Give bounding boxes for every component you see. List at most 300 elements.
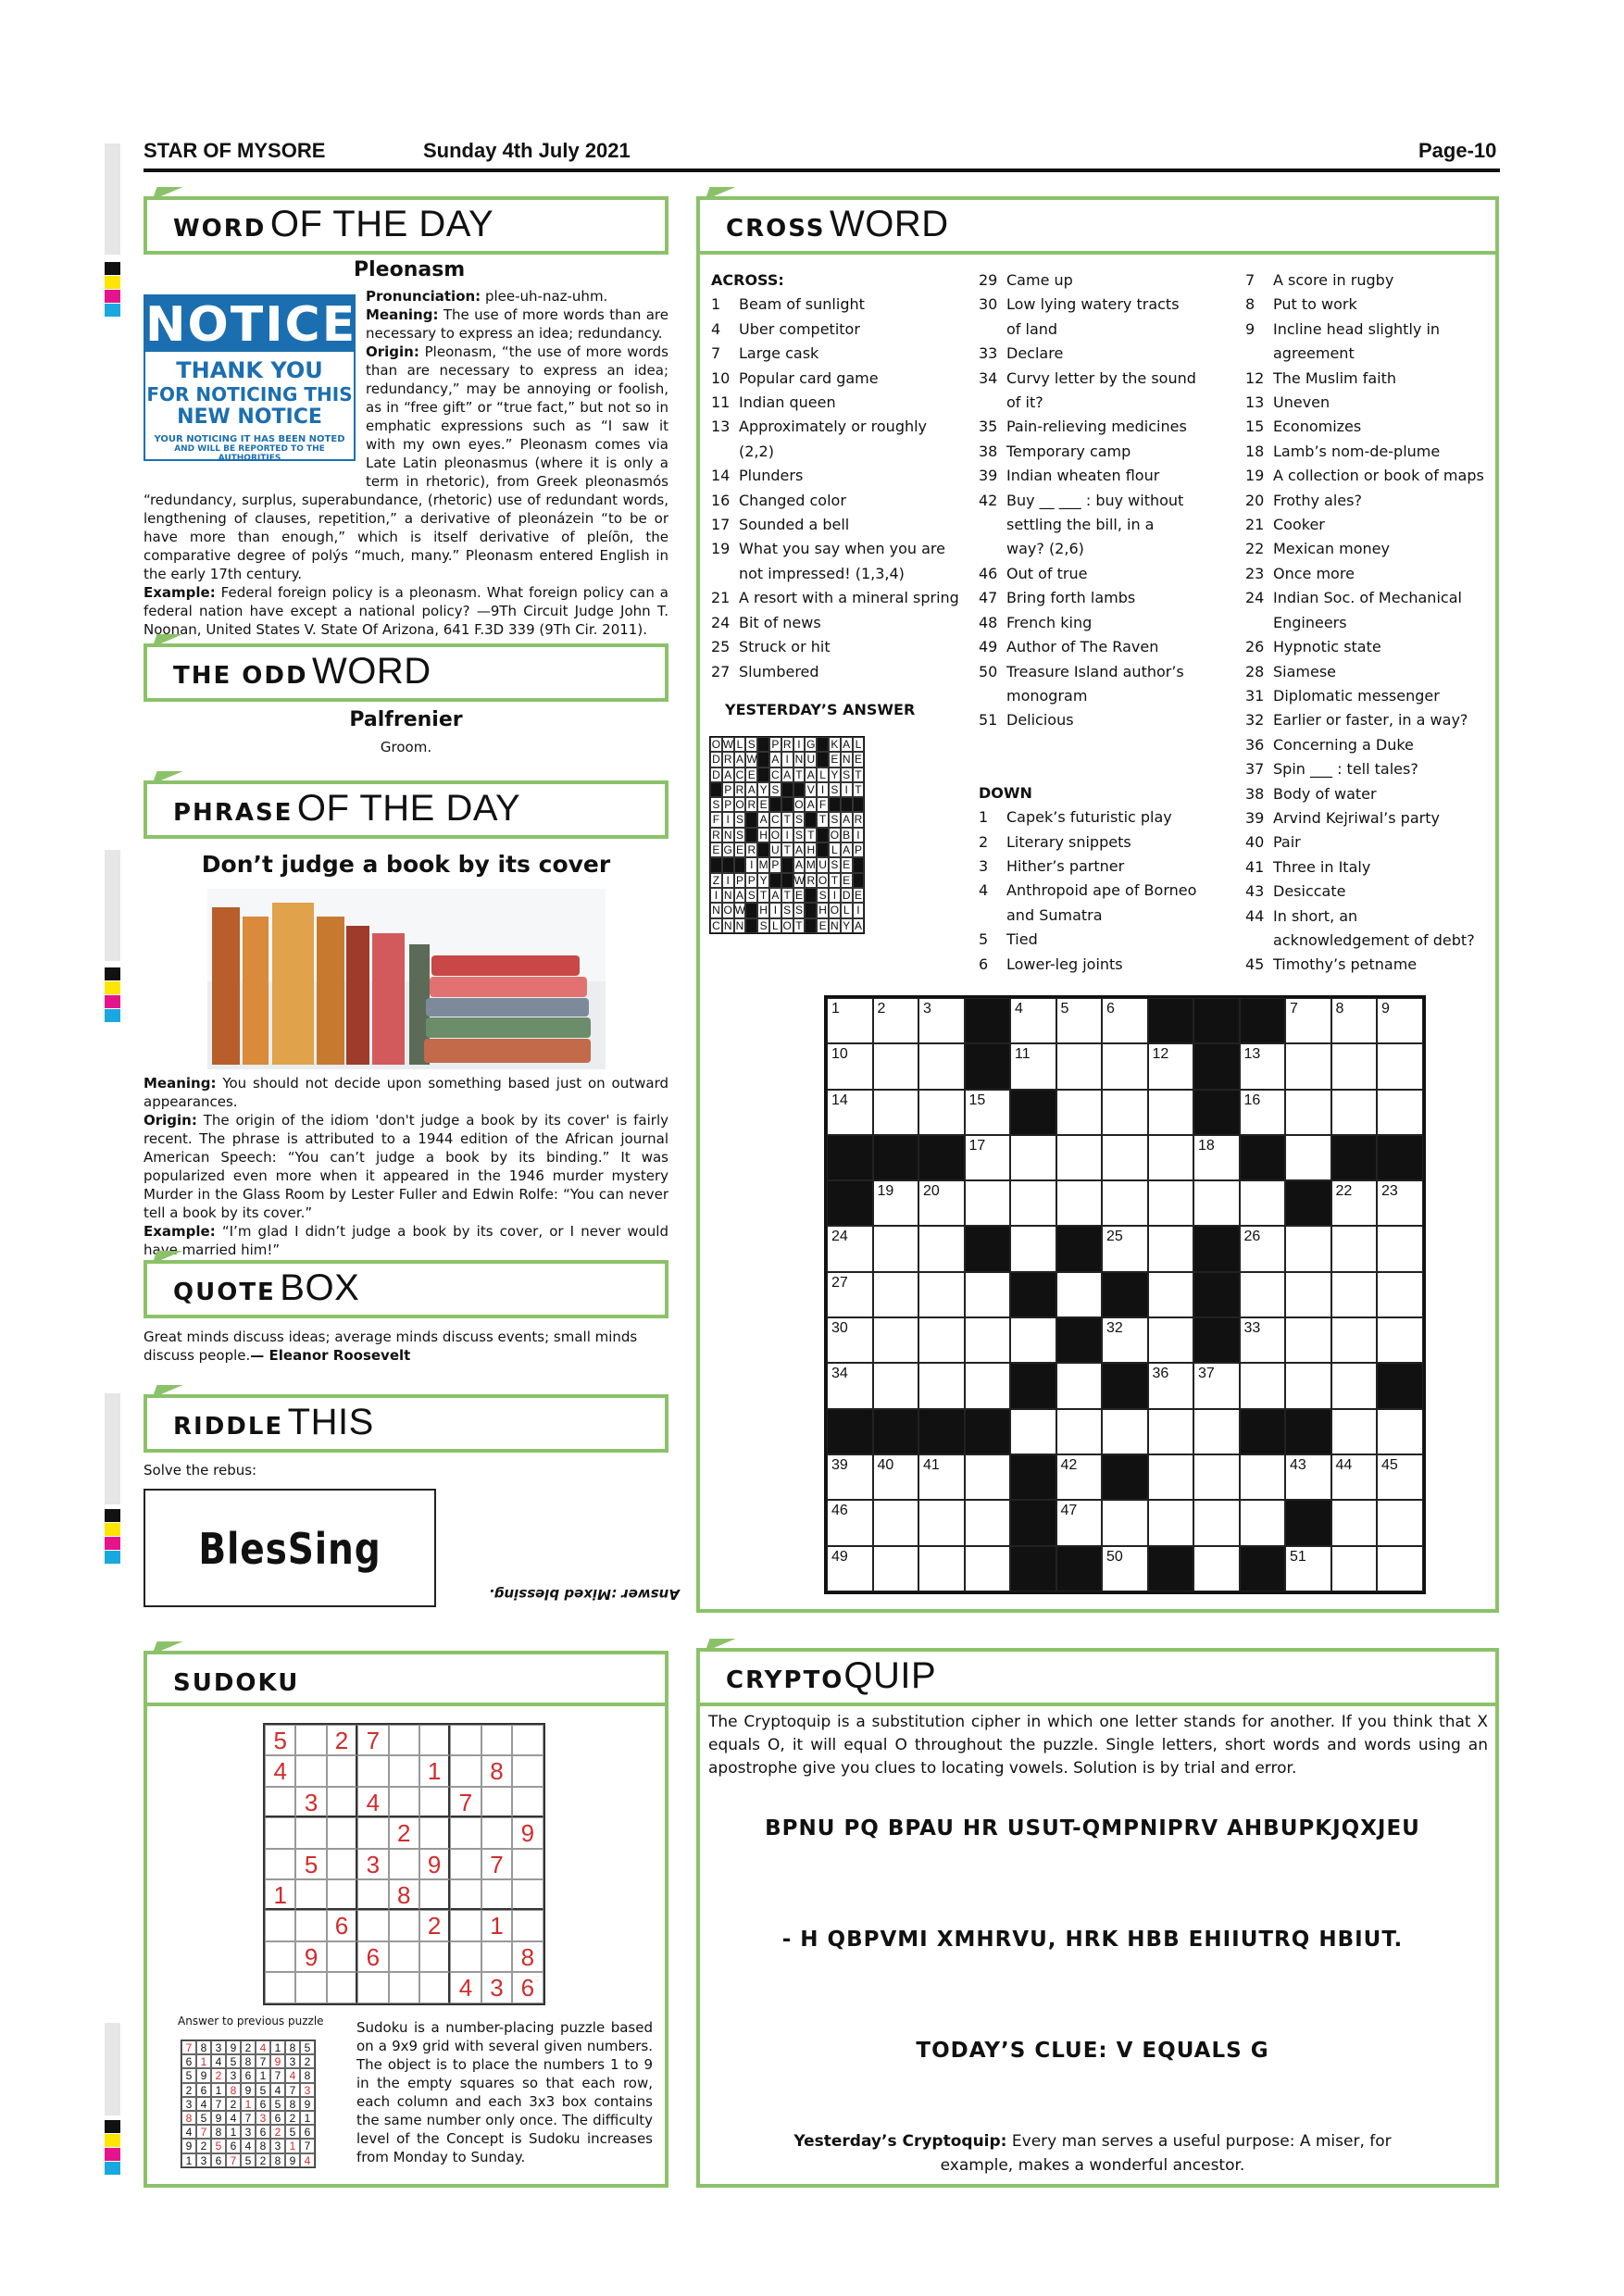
crossword-cell[interactable]: [1240, 1180, 1286, 1226]
crossword-cell[interactable]: [1148, 1272, 1194, 1317]
crossword-cell[interactable]: [1193, 1409, 1240, 1454]
clue-text: Literary snippets: [1006, 832, 1131, 851]
sudoku-empty-cell[interactable]: [327, 1787, 357, 1817]
sudoku-empty-cell[interactable]: [389, 1725, 419, 1755]
crossword-cell[interactable]: [918, 1043, 965, 1089]
clue-item: [1245, 268, 1484, 293]
clue-item: [711, 464, 959, 488]
sudoku-empty-cell[interactable]: [481, 1817, 512, 1848]
sudoku-given-cell: 6: [327, 1910, 357, 1940]
crossword-cell[interactable]: [1331, 1090, 1378, 1135]
crossword-block-cell: [918, 1409, 965, 1454]
answer-letter-cell: O: [782, 918, 792, 932]
crossword-cell[interactable]: [918, 1546, 965, 1591]
crossword-cell[interactable]: [965, 1363, 1011, 1408]
crossword-cell[interactable]: [1331, 1409, 1378, 1454]
sudoku-empty-cell[interactable]: [512, 1849, 543, 1879]
crossword-cell[interactable]: [1285, 1363, 1331, 1408]
crossword-cell[interactable]: [1377, 1090, 1423, 1135]
sudoku-empty-cell[interactable]: [327, 1849, 357, 1879]
sudoku-answer-cell: 4: [211, 2054, 226, 2068]
answer-block-cell: [745, 903, 757, 917]
crossword-cell[interactable]: [873, 1546, 919, 1591]
answer-letter-cell: D: [710, 767, 722, 782]
crossword-cell[interactable]: [1102, 1226, 1148, 1271]
answer-letter-cell: P: [769, 737, 781, 752]
sudoku-empty-cell[interactable]: [450, 1817, 481, 1848]
crossword-cell[interactable]: [1010, 1043, 1056, 1089]
cell-number: 2: [877, 1001, 886, 1017]
answer-block-cell: [710, 782, 722, 797]
sudoku-given-cell: 4: [357, 1787, 388, 1817]
sudoku-answer-cell: 9: [300, 2097, 315, 2111]
crossword-cell[interactable]: [1148, 1409, 1194, 1454]
crossword-cell[interactable]: [918, 1226, 965, 1271]
issue-date: Sunday 4th July 2021: [423, 139, 631, 162]
sudoku-empty-cell[interactable]: [357, 1817, 388, 1848]
answer-letter-cell: I: [745, 857, 757, 872]
yesterday-cryptoquip: [759, 2129, 1426, 2177]
sudoku-given-cell: 7: [357, 1725, 388, 1755]
crossword-cell[interactable]: [965, 1500, 1011, 1545]
crossword-cell[interactable]: [1377, 1272, 1423, 1317]
clue-text: Desiccate: [1273, 882, 1346, 901]
crossword-cell[interactable]: [1285, 1317, 1331, 1363]
clues-across-col2: [979, 268, 1196, 977]
crossword-cell[interactable]: [1285, 1135, 1331, 1180]
cell-number: 51: [1290, 1548, 1306, 1565]
sudoku-empty-cell[interactable]: [265, 1972, 295, 2003]
crossword-cell[interactable]: [1148, 1500, 1194, 1545]
sudoku-empty-cell[interactable]: [295, 1725, 326, 1755]
crossword-cell[interactable]: [873, 1272, 919, 1317]
sudoku-empty-cell[interactable]: [419, 1787, 450, 1817]
sudoku-empty-cell[interactable]: [512, 1879, 543, 1910]
answer-letter-cell: A: [793, 842, 806, 857]
rebus-box: [144, 1489, 436, 1607]
crossword-cell[interactable]: [1377, 1043, 1423, 1089]
answer-letter-cell: A: [853, 918, 865, 933]
clue-number: 1: [711, 295, 721, 314]
cell-number: 50: [1106, 1548, 1123, 1565]
clue-item: [1245, 537, 1484, 561]
crossword-cell[interactable]: [1056, 1272, 1103, 1317]
clue-number: 1: [979, 808, 989, 827]
crossword-cell[interactable]: [1056, 1043, 1103, 1089]
clue-text: Slumbered: [739, 662, 819, 680]
margin-gray-bar: [105, 2023, 120, 2115]
clue-item: [979, 879, 1196, 903]
sudoku-empty-cell[interactable]: [512, 1910, 543, 1940]
clue-number: 21: [711, 589, 731, 607]
sudoku-empty-cell[interactable]: [481, 1941, 512, 1972]
sudoku-answer-cell: 6: [181, 2054, 196, 2068]
sudoku-answer-cell: 7: [270, 2068, 285, 2082]
answer-letter-cell: L: [841, 903, 853, 917]
clue-text: Indian Soc. of Mechanical: [1273, 589, 1462, 607]
answer-letter-cell: S: [757, 918, 769, 933]
crossword-cell[interactable]: [1193, 1546, 1240, 1591]
clue-item: [711, 537, 959, 561]
crossword-cell[interactable]: [1010, 1135, 1056, 1180]
sudoku-answer-cell: 1: [270, 2040, 285, 2054]
sudoku-empty-cell[interactable]: [512, 1755, 543, 1786]
crossword-cell[interactable]: [918, 1090, 965, 1135]
crossword-cell[interactable]: [1193, 1363, 1240, 1408]
crossword-cell[interactable]: [873, 1090, 919, 1135]
clue-number: 27: [711, 662, 731, 680]
sudoku-answer-cell: 2: [196, 2139, 211, 2152]
sudoku-empty-cell[interactable]: [389, 1849, 419, 1879]
sudoku-empty-cell[interactable]: [419, 1972, 450, 2003]
crossword-cell[interactable]: [1240, 1090, 1286, 1135]
crossword-cell[interactable]: [1285, 1090, 1331, 1135]
crossword-cell[interactable]: [1010, 1409, 1056, 1454]
sudoku-empty-cell[interactable]: [327, 1941, 357, 1972]
answer-letter-cell: S: [734, 828, 746, 842]
crossword-cell[interactable]: [1331, 998, 1378, 1043]
answer-block-cell: [781, 782, 793, 797]
margin-gray-bar: [105, 144, 120, 255]
crossword-cell[interactable]: [1377, 1180, 1423, 1226]
crossword-cell[interactable]: [1331, 1546, 1378, 1591]
crossword-cell[interactable]: [1148, 1090, 1194, 1135]
sudoku-empty-cell[interactable]: [295, 1817, 326, 1848]
crossword-cell[interactable]: [965, 1180, 1011, 1226]
crossword-block-cell: [1056, 1317, 1103, 1363]
crossword-cell[interactable]: [1102, 1135, 1148, 1180]
answer-letter-cell: H: [817, 903, 829, 917]
crossword-cell[interactable]: [1148, 1317, 1194, 1363]
crossword-cell[interactable]: [1331, 1500, 1378, 1545]
answer-letter-cell: T: [829, 873, 841, 888]
crossword-cell[interactable]: [1102, 998, 1148, 1043]
clue-number: 35: [979, 418, 998, 436]
sudoku-answer-cell: 8: [241, 2054, 256, 2068]
clue-number: 4: [979, 881, 989, 900]
crossword-cell[interactable]: [1148, 1043, 1194, 1089]
crossword-cell[interactable]: [827, 1226, 873, 1271]
crossword-cell[interactable]: [1240, 1454, 1286, 1500]
crossword-cell[interactable]: [1331, 1363, 1378, 1408]
yesterday-answer-heading: YESTERDAY’S ANSWER: [725, 701, 916, 718]
crossword-cell[interactable]: [918, 1180, 965, 1226]
crossword-cell[interactable]: [1193, 1454, 1240, 1500]
crossword-cell[interactable]: [918, 1500, 965, 1545]
sudoku-empty-cell[interactable]: [357, 1972, 388, 2003]
crossword-cell[interactable]: [873, 1226, 919, 1271]
crossword-cell[interactable]: [1102, 1090, 1148, 1135]
sudoku-empty-cell[interactable]: [450, 1849, 481, 1879]
crossword-cell[interactable]: [1148, 1135, 1194, 1180]
crossword-cell[interactable]: [827, 1043, 873, 1089]
crossword-cell[interactable]: [965, 1454, 1011, 1500]
crossword-cell[interactable]: [1331, 1226, 1378, 1271]
crossword-cell[interactable]: [1193, 1180, 1240, 1226]
cell-number: 26: [1243, 1229, 1261, 1245]
clue-number: 31: [1245, 686, 1265, 705]
crossword-block-cell: [918, 1135, 965, 1180]
crossword-cell[interactable]: [918, 1454, 965, 1500]
cell-number: 15: [968, 1092, 986, 1108]
sudoku-empty-cell[interactable]: [450, 1910, 481, 1940]
answer-letter-cell: O: [830, 904, 840, 917]
crossword-cell[interactable]: [918, 1363, 965, 1408]
sudoku-empty-cell[interactable]: [389, 1941, 419, 1972]
sudoku-empty-cell[interactable]: [419, 1817, 450, 1848]
crossword-cell[interactable]: [918, 1317, 965, 1363]
clue-text: Mexican money: [1273, 540, 1390, 558]
sudoku-empty-cell[interactable]: [481, 1725, 512, 1755]
crossword-cell[interactable]: [1240, 1043, 1286, 1089]
crossword-cell[interactable]: [1056, 1409, 1103, 1454]
sudoku-empty-cell[interactable]: [389, 1755, 419, 1786]
answer-letter-cell: M: [806, 858, 816, 872]
crossword-cell[interactable]: [965, 1546, 1011, 1591]
crossword-cell[interactable]: [1377, 1317, 1423, 1363]
sudoku-empty-cell[interactable]: [295, 1879, 326, 1910]
crossword-cell[interactable]: [1010, 1317, 1056, 1363]
crossword-cell[interactable]: [827, 1090, 873, 1135]
clue-item: [979, 708, 1196, 732]
clue-text: (2,2): [739, 442, 774, 460]
crossword-cell[interactable]: [1331, 1272, 1378, 1317]
sudoku-given-cell: 8: [512, 1941, 543, 1972]
clue-item: [1245, 513, 1484, 537]
clue-number: 10: [711, 368, 731, 387]
crossword-cell[interactable]: [1056, 1180, 1103, 1226]
clue-text: Tied: [1006, 930, 1038, 949]
sudoku-empty-cell[interactable]: [295, 1972, 326, 2003]
sudoku-answer-cell: 9: [241, 2083, 256, 2097]
crossword-cell[interactable]: [1240, 1272, 1286, 1317]
crossword-cell[interactable]: [1285, 1454, 1331, 1500]
crossword-cell[interactable]: [1102, 1043, 1148, 1089]
crossword-cell[interactable]: [918, 998, 965, 1043]
crossword-cell[interactable]: [1056, 1454, 1103, 1500]
crossword-cell[interactable]: [1331, 1317, 1378, 1363]
sudoku-given-cell: 5: [295, 1849, 326, 1879]
sudoku-empty-cell[interactable]: [327, 1755, 357, 1786]
sudoku-empty-cell[interactable]: [295, 1910, 326, 1940]
sudoku-empty-cell[interactable]: [389, 1972, 419, 2003]
crossword-cell[interactable]: [1331, 1454, 1378, 1500]
clue-number: 16: [711, 491, 731, 509]
crossword-cell[interactable]: [1102, 1317, 1148, 1363]
sudoku-empty-cell[interactable]: [389, 1910, 419, 1940]
crossword-cell[interactable]: [873, 1180, 919, 1226]
sudoku-empty-cell[interactable]: [481, 1879, 512, 1910]
crossword-cell[interactable]: [1331, 1180, 1378, 1226]
clue-text: Curvy letter by the sound: [1006, 368, 1196, 387]
crossword-cell[interactable]: [1102, 1180, 1148, 1226]
cell-number: 36: [1152, 1366, 1169, 1382]
crossword-cell[interactable]: [1056, 998, 1103, 1043]
sudoku-empty-cell[interactable]: [265, 1849, 295, 1879]
answer-letter-cell: R: [745, 842, 757, 857]
cell-number: 9: [1381, 1001, 1390, 1017]
clue-number: 51: [979, 711, 998, 730]
sudoku-empty-cell[interactable]: [481, 1787, 512, 1817]
answer-letter-cell: N: [734, 918, 746, 933]
clue-number: 42: [979, 491, 998, 509]
answer-letter-cell: A: [757, 812, 769, 827]
crossword-cell[interactable]: [965, 1135, 1011, 1180]
crossword-cell[interactable]: [1240, 1226, 1286, 1271]
sudoku-empty-cell[interactable]: [450, 1941, 481, 1972]
sudoku-answer-cell: 2: [241, 2040, 256, 2054]
crossword-header: [696, 196, 1499, 255]
crossword-cell[interactable]: [827, 1454, 873, 1500]
sudoku-answer-cell: 4: [285, 2068, 300, 2082]
section-title-small: SUDOKU: [173, 1669, 300, 1697]
sudoku-answer-cell: 3: [241, 2125, 256, 2139]
clue-text: Approximately or roughly: [739, 418, 928, 436]
crossword-cell[interactable]: [1102, 1546, 1148, 1591]
sudoku-empty-cell[interactable]: [295, 1755, 326, 1786]
answer-block-cell: [710, 857, 722, 872]
clue-item: [1245, 782, 1484, 806]
answer-letter-cell: I: [853, 828, 865, 842]
crossword-block-cell: [1285, 1180, 1331, 1226]
crossword-cell[interactable]: [827, 998, 873, 1043]
cell-number: 17: [968, 1137, 986, 1154]
crossword-cell[interactable]: [1377, 1500, 1423, 1545]
sudoku-empty-cell[interactable]: [357, 1879, 388, 1910]
clue-item: [1245, 293, 1484, 317]
cell-number: 11: [1015, 1046, 1031, 1063]
crossword-cell[interactable]: [827, 1500, 873, 1545]
sudoku-empty-cell[interactable]: [327, 1879, 357, 1910]
answer-block-cell: [722, 857, 734, 872]
sudoku-empty-cell[interactable]: [265, 1941, 295, 1972]
crossword-cell[interactable]: [1377, 1454, 1423, 1500]
sudoku-empty-cell[interactable]: [450, 1879, 481, 1910]
answer-letter-cell: S: [817, 888, 829, 903]
sudoku-empty-cell[interactable]: [265, 1787, 295, 1817]
crossword-cell[interactable]: [965, 1272, 1011, 1317]
crossword-block-cell: [1010, 1090, 1056, 1135]
sudoku-empty-cell[interactable]: [265, 1910, 295, 1940]
answer-letter-cell: S: [769, 782, 781, 797]
sudoku-empty-cell[interactable]: [419, 1725, 450, 1755]
clue-number: 21: [1245, 516, 1265, 534]
crossword-cell[interactable]: [1285, 1272, 1331, 1317]
notice-line: FOR NOTICING THIS: [146, 383, 353, 406]
crossword-cell[interactable]: [1056, 1363, 1103, 1408]
crossword-cell[interactable]: [1377, 1226, 1423, 1271]
sudoku-empty-cell[interactable]: [357, 1910, 388, 1940]
crossword-cell[interactable]: [1331, 1043, 1378, 1089]
crossword-cell[interactable]: [1010, 1180, 1056, 1226]
crossword-cell[interactable]: [873, 1454, 919, 1500]
clue-text: Low lying watery tracts: [1006, 295, 1180, 314]
answer-letter-cell: R: [734, 782, 746, 797]
crossword-block-cell: [873, 1135, 919, 1180]
sudoku-answer-cell: 7: [256, 2054, 270, 2068]
crossword-cell[interactable]: [1377, 1409, 1423, 1454]
clue-text: Incline head slightly in: [1273, 319, 1441, 338]
answer-letter-cell: Y: [757, 873, 769, 888]
crossword-cell[interactable]: [1193, 1500, 1240, 1545]
crossword-cell[interactable]: [1377, 998, 1423, 1043]
crossword-cell[interactable]: [827, 1546, 873, 1591]
sudoku-empty-cell[interactable]: [419, 1879, 450, 1910]
sudoku-answer-cell: 4: [300, 2153, 315, 2167]
crossword-cell[interactable]: [1240, 1317, 1286, 1363]
crossword-cell[interactable]: [1056, 1135, 1103, 1180]
crossword-cell[interactable]: [1056, 1090, 1103, 1135]
crossword-cell[interactable]: [1148, 1180, 1194, 1226]
crossword-cell[interactable]: [873, 1363, 919, 1408]
crossword-cell[interactable]: [1010, 998, 1056, 1043]
crossword-cell[interactable]: [873, 1043, 919, 1089]
crossword-cell[interactable]: [1148, 1454, 1194, 1500]
sudoku-empty-cell[interactable]: [327, 1972, 357, 2003]
crossword-cell[interactable]: [1010, 1226, 1056, 1271]
clue-item: [711, 611, 959, 635]
crossword-cell[interactable]: [1285, 1043, 1331, 1089]
sudoku-empty-cell[interactable]: [357, 1755, 388, 1786]
crossword-cell[interactable]: [1240, 1500, 1286, 1545]
crossword-cell[interactable]: [1240, 1363, 1286, 1408]
rebus: BlesSing: [198, 1524, 381, 1574]
answer-letter-cell: L: [829, 842, 841, 857]
answer-block-cell: [745, 918, 757, 933]
answer-letter-cell: S: [793, 812, 806, 827]
crossword-cell[interactable]: [1377, 1546, 1423, 1591]
crossword-cell[interactable]: [1285, 1546, 1331, 1591]
yesterday-cryptoquip-label: Yesterday’s Cryptoquip:: [793, 2132, 1007, 2151]
crossword-cell[interactable]: [1102, 1409, 1148, 1454]
sudoku-empty-cell[interactable]: [450, 1755, 481, 1786]
clue-item: [979, 489, 1196, 513]
sudoku-empty-cell[interactable]: [327, 1817, 357, 1848]
sudoku-empty-cell[interactable]: [450, 1725, 481, 1755]
crossword-cell[interactable]: [965, 1090, 1011, 1135]
crossword-cell[interactable]: [873, 1500, 919, 1545]
crossword-cell[interactable]: [1285, 1226, 1331, 1271]
crossword-cell[interactable]: [1148, 1363, 1194, 1408]
clue-item: [1245, 367, 1484, 391]
clue-item: [1245, 660, 1484, 684]
crossword-block-cell: [1056, 1226, 1103, 1271]
clue-item: [711, 635, 959, 659]
crossword-cell[interactable]: [1148, 1226, 1194, 1271]
sudoku-empty-cell[interactable]: [265, 1817, 295, 1848]
crossword-cell[interactable]: [1102, 1500, 1148, 1545]
crossword-cell[interactable]: [1193, 1135, 1240, 1180]
crossword-cell[interactable]: [965, 1317, 1011, 1363]
answer-letter-cell: F: [817, 797, 829, 812]
crossword-cell[interactable]: [827, 1363, 873, 1408]
crossword-cell[interactable]: [873, 1317, 919, 1363]
clue-text: Sounded a bell: [739, 516, 850, 534]
sudoku-empty-cell[interactable]: [512, 1725, 543, 1755]
sudoku-empty-cell[interactable]: [389, 1787, 419, 1817]
sudoku-empty-cell[interactable]: [419, 1941, 450, 1972]
books-photo: [207, 889, 606, 1069]
crossword-cell[interactable]: [1285, 998, 1331, 1043]
crossword-cell[interactable]: [827, 1317, 873, 1363]
crossword-cell[interactable]: [873, 998, 919, 1043]
crossword-cell[interactable]: [827, 1272, 873, 1317]
crossword-cell[interactable]: [918, 1272, 965, 1317]
sudoku-empty-cell[interactable]: [512, 1787, 543, 1817]
yellow-mark: [105, 2134, 120, 2147]
crossword-cell[interactable]: [1056, 1500, 1103, 1545]
crossword-block-cell: [1240, 1546, 1286, 1591]
